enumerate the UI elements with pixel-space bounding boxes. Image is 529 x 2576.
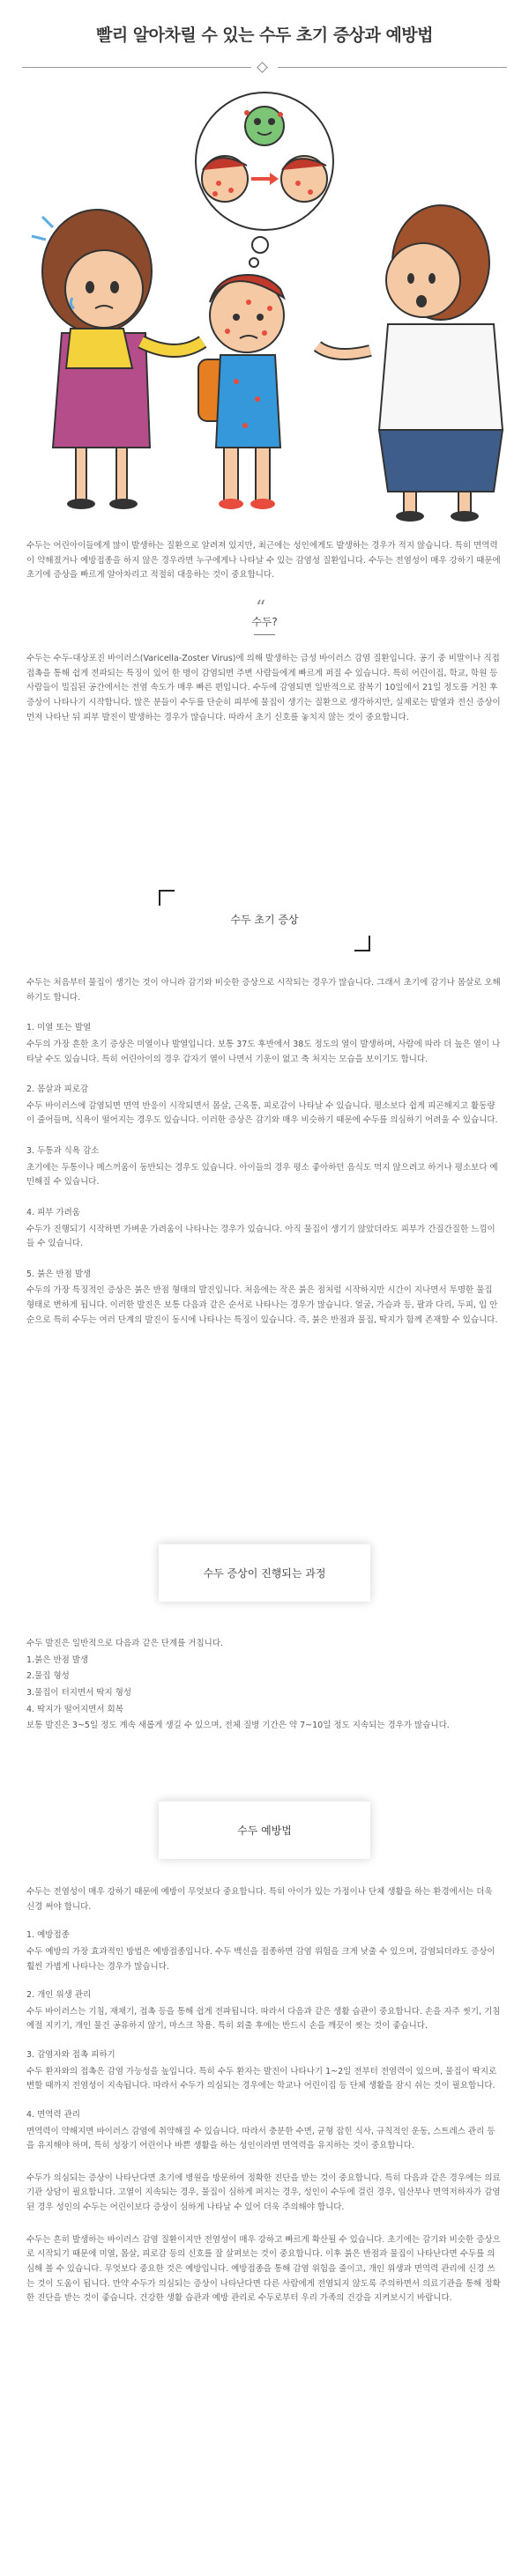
what-paragraph <box>26 652 503 727</box>
early-item-body: 수두의 가장 흔한 초기 증상은 미열이나 발열입니다. 보통 37도 후반에서 38도 정도의 열이 발생하며, 사람에 따라 더 높은 열이 나타날 수도 있습니다. 특히 어린아이의 경우 갑자기 열이 나면서 기운이 없고 축 처지는 모습을 보이기도 합니다. <box>26 1039 501 1064</box>
quote-mark: “ <box>256 597 266 619</box>
early-section <box>26 976 503 1329</box>
early-item-title: 2. 몸살과 피로감 <box>26 1084 89 1095</box>
section-box-prevent <box>159 1801 370 1859</box>
progress-step: 2.물집 형성 <box>26 1671 70 1682</box>
intro-text: 수두는 어린아이들에게 많이 발생하는 질환으로 알려져 있지만, 최근에는 성인에게도 발생하는 경우가 적지 않습니다. 특히 면역력이 약해졌거나 예방접종을 하지 않은 경우라면 누구에게나 나타날 수 있는 감염성 질환입니다. 수두는 전염성이 매우 강하기 때문에 초기에 증상을 빠르게 알아차리고 적절히 대응하는 것이 중요합니다. <box>26 541 501 581</box>
prevent-section <box>26 1885 503 2308</box>
thought-bubble-icon <box>196 93 333 267</box>
prevent-item-title: 2. 개인 위생 관리 <box>26 1990 92 2001</box>
section-heading-early: 수두 초기 증상 <box>230 914 299 926</box>
early-intro: 수두는 처음부터 물집이 생기는 것이 아니라 감기와 비슷한 증상으로 시작되는 경우가 많습니다. 그래서 초기에 감기나 몸살로 오해하기도 합니다. <box>26 978 501 1003</box>
section-heading-progress: 수두 증상이 진행되는 과정 <box>203 1567 326 1580</box>
prevent-item-body: 수두 바이러스는 기침, 재채기, 접촉 등을 통해 쉽게 전파됩니다. 따라서 다음과 같은 생활 습관이 중요합니다. 손을 자주 씻기, 기침 예절 지키기, 개인 물건 공유하지 않기, 마스크 착용. 특히 외출 후에는 반드시 손을 깨끗이 씻는 것이 좋습니다. <box>26 2006 501 2032</box>
section-box-progress <box>159 1543 370 1602</box>
section-heading-what: 수두? <box>251 616 278 628</box>
sick-child-icon <box>198 275 284 509</box>
mother-figure-icon <box>32 210 203 509</box>
progress-step: 1.붉은 반점 발생 <box>26 1654 89 1665</box>
prevent-item-title: 4. 면역력 관리 <box>26 2109 80 2120</box>
section-box-early <box>159 890 370 951</box>
woman-figure-icon <box>317 205 503 522</box>
early-item-body: 초기에는 두통이나 메스꺼움이 동반되는 경우도 있습니다. 아이들의 경우 평소 좋아하던 음식도 먹지 않으려고 하거나 평소보다 예민해질 수 있습니다. <box>26 1162 498 1188</box>
prevent-item-body: 수두 환자와의 접촉은 감염 가능성을 높입니다. 특히 수두 환자는 발진이 나타나기 1~2일 전부터 전염력이 있으며, 물집이 딱지로 변할 때까지 전염성이 지속됩니다. 따라서 수두가 의심되는 경우에는 학교나 어린이집 등 단체 생활을 잠시 쉬는 것이 필요합니다. <box>26 2066 497 2091</box>
prevent-item-title: 1. 예방접종 <box>26 1930 70 1941</box>
section-heading-prevent: 수두 예방법 <box>237 1825 292 1837</box>
early-item-title: 5. 붉은 반점 발생 <box>26 1269 92 1279</box>
early-item-body: 수두의 가장 특징적인 증상은 붉은 반점 형태의 발진입니다. 처음에는 작은 붉은 점처럼 시작하지만 시간이 지나면서 투명한 물집 형태로 변하게 됩니다. 이러한 발진은 보통 다음과 같은 순서로 나타나는 경우가 많습니다. 얼굴, 가슴과 등, 팔과 다리, 두피, 입 안 순으로 특히 수두는 여러 단계의 발진이 동시에 나타나는 특징이 있습니다. 즉, 붉은 반점과 물집, 딱지가 함께 존재할 수 있습니다. <box>26 1285 498 1325</box>
heading-underline <box>254 634 275 635</box>
what-text: 수두는 수두-대상포진 바이러스(Varicella-Zoster Virus)에 의해 발생하는 급성 바이러스 감염 질환입니다. 공기 중 비말이나 직접 접촉을 통해 쉽게 전파되는 특징이 있어 한 명이 감염되면 주변 사람들에게 빠르게 퍼질 수 있습니다. 특히 어린이집, 학교, 학원 등 사람들이 밀집된 공간에서는 전염 속도가 매우 빠른 편입니다. 수두에 감염되면 일반적으로 잠복기 10일에서 21일 정도를 거친 후 증상이 나타나기 시작합니다. 많은 분들이 수두를 단순히 피부에 물집이 생기는 질환으로 생각하지만, 실제로는 발열과 전신 증상이 먼저 나타난 뒤 피부 발진이 발생하는 경우가 많습니다. 따라서 초기 신호를 놓치지 않는 것이 중요합니다. <box>26 654 501 722</box>
early-item-body: 수두가 진행되기 시작하면 가벼운 가려움이 나타나는 경우가 있습니다. 아직 물집이 생기기 않았더라도 피부가 간질간질한 느낌이 들 수 있습니다. <box>26 1224 495 1249</box>
intro-paragraph <box>26 539 503 585</box>
early-item-title: 4. 피부 가려움 <box>26 1207 80 1218</box>
prevent-closing: 수두는 흔히 발생하는 바이러스 감염 질환이지만 전염성이 매우 강하고 빠르게 확산될 수 있습니다. 초기에는 감기와 비슷한 증상으로 시작되기 때문에 미열, 몸살, 피로감 등의 신호를 잘 살펴보는 것이 중요합니다. 이후 붉은 반점과 물집이 나타난다면 수두를 의심해 볼 수 있습니다. 무엇보다 중요한 것은 예방입니다. 예방접종을 통해 감염 위험을 줄이고, 개인 위생과 면역력 관리에 신경 쓰는 것이 도움이 됩니다. 만약 수두가 의심되는 증상이 나타난다면 다른 사람에게 전염되지 않도록 주의하면서 의료기관을 통해 정확한 진단을 받는 것이 좋습니다. 건강한 생활 습관과 예방 관리로 수두로부터 우리 가족의 건강을 지켜보시기 바랍니다. <box>26 2234 501 2304</box>
early-item-body: 수두 바이러스에 감염되면 면역 반응이 시작되면서 몸살, 근육통, 피로감이 나타날 수 있습니다. 평소보다 쉽게 피곤해지고 활동량이 줄어들며, 식욕이 떨어지는 경우도 있습니다. 이러한 증상은 감기와 매우 비슷하기 때문에 수두를 의심하기 어려울 수 있습니다. <box>26 1100 498 1126</box>
early-item-title: 3. 두통과 식욕 감소 <box>26 1146 100 1156</box>
progress-section <box>26 1637 503 1736</box>
prevent-closing: 수두가 의심되는 증상이 나타난다면 초기에 병원을 방문하여 정확한 진단을 받는 것이 중요합니다. 특히 다음과 같은 경우에는 의료기관 상담이 필요합니다. 고열이 지속되는 경우, 물집이 심하게 퍼지는 경우, 성인이 수두에 걸린 경우, 임산부나 면역저하자가 감염된 경우 성인의 수두는 어린이보다 증상이 심하게 나타날 수 있어 더욱 주의해야 합니다. <box>26 2173 501 2212</box>
progress-intro: 수두 발진은 일반적으로 다음과 같은 단계를 거칩니다. <box>26 1639 224 1648</box>
page-title: 빨리 알아차릴 수 있는 수두 초기 증상과 예방법 <box>95 26 434 45</box>
prevent-item-title: 3. 감염자와 접촉 피하기 <box>26 2050 115 2060</box>
prevent-item-body: 수두 예방의 가장 효과적인 방법은 예방접종입니다. 수두 백신을 접종하면 감염 위험을 크게 낮출 수 있으며, 감염되더라도 증상이 훨씬 가볍게 나타나는 경우가 많습니다. <box>26 1946 495 1972</box>
progress-step: 3.물집이 터지면서 딱지 형성 <box>26 1687 132 1698</box>
prevent-item-body: 면역력이 약해지면 바이러스 감염에 취약해질 수 있습니다. 따라서 충분한 수면, 균형 잡힌 식사, 규칙적인 운동, 스트레스 관리 등을 유지해야 하며, 특히 성장기 어린이나 바쁜 생활을 하는 성인이라면 면역력을 유지하는 것이 중요합니다. <box>26 2126 495 2151</box>
chickenpox-illustration <box>0 78 529 536</box>
progress-step: 4. 딱지가 떨어지면서 회복 <box>26 1704 123 1714</box>
prevent-intro: 수두는 전염성이 매우 강하기 때문에 예방이 무엇보다 중요합니다. 특히 아이가 있는 가정이나 단체 생활을 하는 환경에서는 더욱 신경 써야 합니다. <box>26 1887 493 1912</box>
early-item-title: 1. 미열 또는 발열 <box>26 1023 92 1033</box>
progress-outro: 보통 발진은 3~5일 정도 계속 새롭게 생길 수 있으며, 전체 질병 기간은 약 7~10일 정도 지속되는 경우가 많습니다. <box>26 1721 450 1731</box>
title-divider <box>22 62 507 74</box>
